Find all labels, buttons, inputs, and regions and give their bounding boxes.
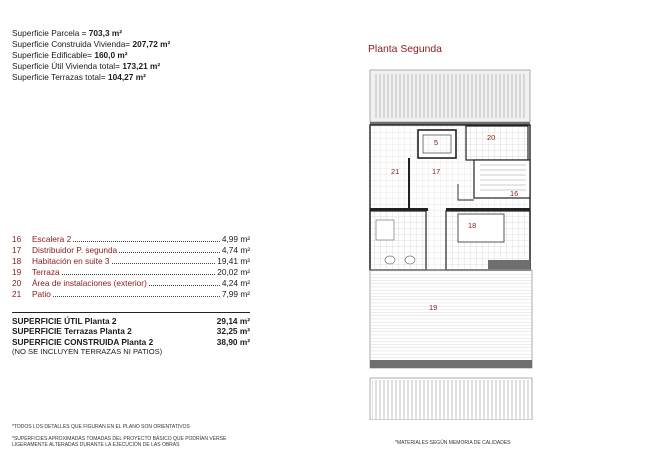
floor-plan-drawing xyxy=(350,60,570,420)
lower-railing xyxy=(370,378,532,420)
summary-terrazas: Superficie Terrazas total= 104,27 m² xyxy=(12,72,146,83)
room-label-16: 16 xyxy=(510,189,519,198)
terrace-19 xyxy=(370,270,532,368)
summary-util: Superficie Útil Vivienda total= 173,21 m² xyxy=(12,61,161,72)
room-label-18: 18 xyxy=(468,221,477,230)
footnote-orientativos: *TODOS LOS DETALLES QUE FIGURAN EN EL PLANO SON ORIENTATIVOS xyxy=(12,424,190,430)
summary-parcela: Superficie Parcela = 703,3 m² xyxy=(12,28,123,38)
footnote-materiales: *MATERIALES SEGÚN MEMORIA DE CALIDADES xyxy=(395,440,511,446)
room-row-19: 19 Terraza 20,02 m² xyxy=(12,267,250,278)
room-list xyxy=(12,234,250,301)
room-row-20: 20 Área de instalaciones (exterior) 4,24 m² xyxy=(12,278,250,289)
room-row-16: 16 Escalera 2 4,99 m² xyxy=(12,234,250,244)
total-construida: SUPERFICIE CONSTRUIDA Planta 2 38,90 m² xyxy=(12,336,250,347)
room-row-17: 17 Distribuidor P. segunda 4,74 m² xyxy=(12,245,250,256)
footnote-aproximadas: *SUPERFICIES APROXIMADAS TOMADAS DEL PROYECTO BÁSICO QUE PODRÍAN VERSE LIGERAMENTE ALTERADAS DURANTE LA EJECUCIÓN DE LAS OBRAS xyxy=(12,436,227,449)
surface-summary xyxy=(12,28,170,83)
room-label-17: 17 xyxy=(432,167,441,176)
plan-title: Planta Segunda xyxy=(368,44,442,55)
total-terrazas: SUPERFICIE Terrazas Planta 2 32,25 m² xyxy=(12,326,250,337)
floor-plan xyxy=(350,60,570,420)
room-label-19: 19 xyxy=(429,303,438,312)
totals-divider xyxy=(12,312,250,313)
room-label-21: 21 xyxy=(391,167,400,176)
totals-note: (NO SE INCLUYEN TERRAZAS NI PATIOS) xyxy=(12,346,163,356)
summary-edificable: Superficie Edificable= 160,0 m² xyxy=(12,50,128,61)
installations-area-20 xyxy=(466,126,528,160)
room-label-20: 20 xyxy=(487,133,496,142)
room-row-21: 21 Patio 7,99 m² xyxy=(12,289,250,300)
room-row-18: 18 Habitación en suite 3 19,41 m² xyxy=(12,256,250,267)
stairs-16 xyxy=(474,160,530,198)
room-label-5: 5 xyxy=(434,138,439,147)
suite-18 xyxy=(370,211,530,270)
summary-construida: Superficie Construida Vivienda= 207,72 m² xyxy=(12,39,171,50)
totals-block xyxy=(12,316,250,357)
total-util: SUPERFICIE ÚTIL Planta 2 29,14 m² xyxy=(12,316,250,326)
bed xyxy=(458,214,504,242)
roof-terrace-top xyxy=(370,70,530,125)
